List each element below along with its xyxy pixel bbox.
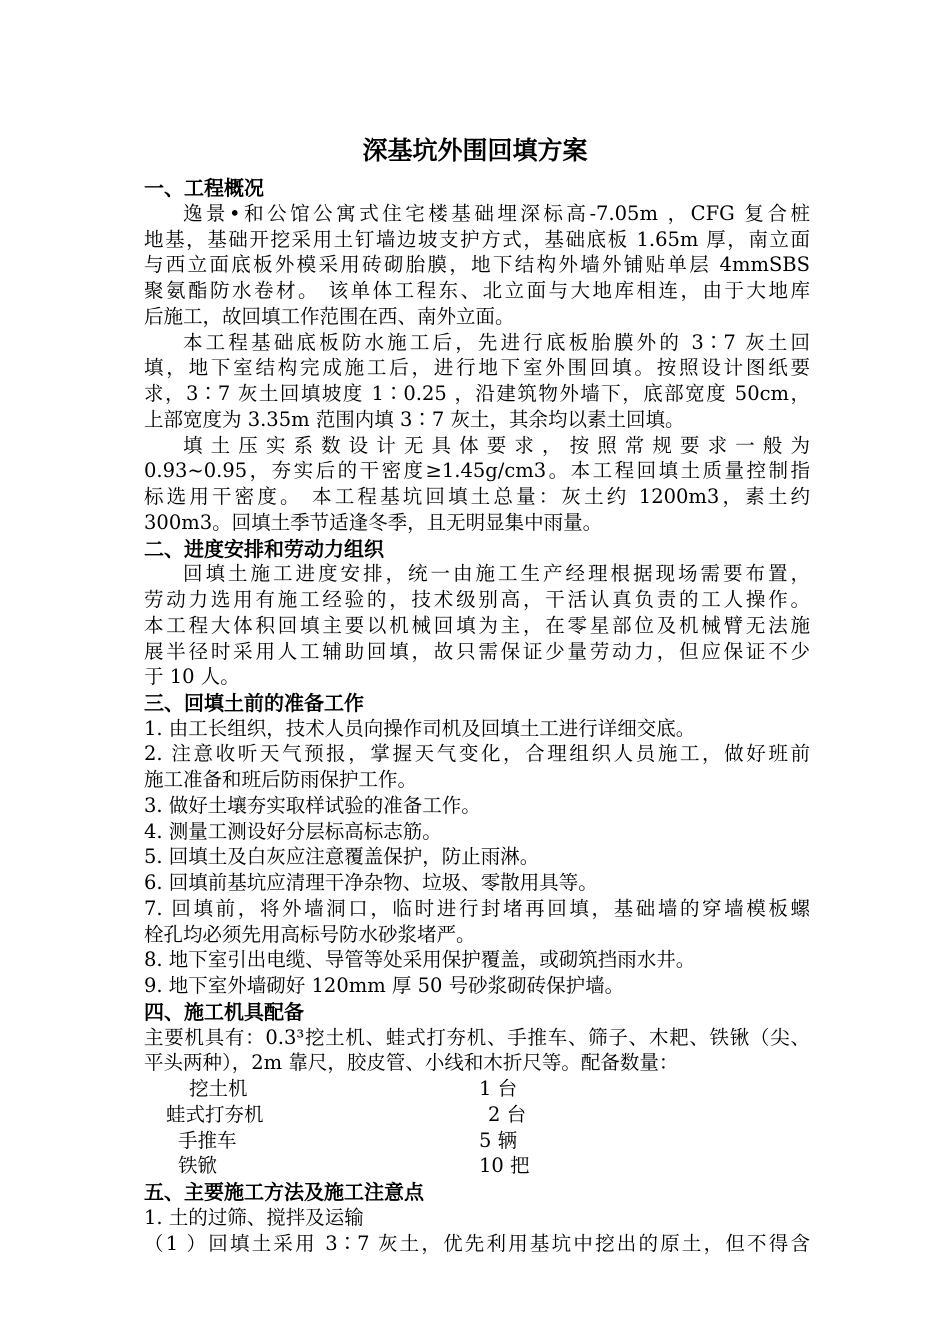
list-item: 栓孔均必须先用高标号防水砂浆堵严。 <box>144 923 476 946</box>
section-heading-3: 三、回填土前的准备工作 <box>144 691 364 715</box>
paragraph-line: 回填土施工进度安排，统一由施工生产经理根据现场需要布置， <box>183 562 810 585</box>
list-item: 施工准备和班后防雨保护工作。 <box>144 768 418 791</box>
paragraph-line: 主要机具有：0.3³挖土机、蛙式打夯机、手推车、筛子、木耙、铁锹（尖、 <box>144 1026 810 1049</box>
paragraph-line: 于 10 人。 <box>144 665 240 688</box>
list-item: 1. 土的过筛、搅拌及运输 <box>144 1206 364 1229</box>
equipment-qty: 1 台 <box>479 1077 518 1100</box>
section-heading-2: 二、进度安排和劳动力组织 <box>144 537 384 561</box>
equipment-name: 蛙式打夯机 <box>166 1103 264 1126</box>
list-item: 6. 回填前基坑应清理干净杂物、垃圾、零散用具等。 <box>144 871 598 894</box>
section-heading-4: 四、施工机具配备 <box>144 1000 304 1024</box>
list-item: 8. 地下室引出电缆、导管等处采用保护覆盖，或砌筑挡雨水井。 <box>144 948 696 971</box>
list-item: 2. 注意收听天气预报，掌握天气变化，合理组织人员施工，做好班前 <box>144 742 810 765</box>
list-item: 3. 做好土壤夯实取样试验的准备工作。 <box>144 794 481 817</box>
list-item: 4. 测量工测设好分层标高标志筋。 <box>144 820 442 843</box>
list-item: 5. 回填土及白灰应注意覆盖保护，防止雨淋。 <box>144 845 540 868</box>
equipment-qty: 10 把 <box>479 1154 530 1177</box>
paragraph-line: 标选用干密度。 本工程基坑回填土总量：灰土约 1200m3，素土约 <box>144 485 810 508</box>
paragraph-line: 与西立面底板外模采用砖砌胎膜，地下结构外墙外铺贴单层 4mmSBS <box>144 253 810 276</box>
section-heading-1: 一、工程概况 <box>144 176 264 200</box>
paragraph-line: 后施工，故回填工作范围在西、南外立面。 <box>144 305 515 328</box>
equipment-name: 手推车 <box>178 1129 237 1152</box>
paragraph-line: 填土压实系数设计无具体要求，按照常规要求一般为 <box>183 434 810 457</box>
paragraph-line: 0.93~0.95，夯实后的干密度≥1.45g/cm3。本工程回填土质量控制指 <box>144 459 810 482</box>
document-title: 深基坑外围回填方案 <box>362 136 588 165</box>
paragraph-line: 地基，基础开挖采用土钉墙边坡支护方式，基础底板 1.65m 厚，南立面 <box>144 228 810 251</box>
list-item: 7. 回填前，将外墙洞口，临时进行封堵再回填，基础墙的穿墙模板螺 <box>144 897 810 920</box>
paragraph-line: 劳动力选用有施工经验的，技术级别高，干活认真负责的工人操作。 <box>144 588 810 611</box>
equipment-qty: 2 台 <box>488 1103 527 1126</box>
paragraph-line: 本工程大体积回填主要以机械回填为主，在零星部位及机械臂无法施 <box>144 614 810 637</box>
list-item: 9. 地下室外墙砌好 120mm 厚 50 号砂浆砌砖保护墙。 <box>144 974 625 997</box>
list-item: 1. 由工长组织，技术人员向操作司机及回填土工进行详细交底。 <box>144 717 696 740</box>
paragraph-line: 300m3。回填土季节适逢冬季，且无明显集中雨量。 <box>144 511 603 534</box>
paragraph-line: 展半径时采用人工辅助回填，故只需保证少量劳动力，但应保证不少 <box>144 640 810 663</box>
equipment-name: 铁锨 <box>178 1154 218 1177</box>
paragraph-line: 上部宽度为 3.35m 范围内填 3∶7 灰土，其余均以素土回填。 <box>144 408 685 431</box>
section-heading-5: 五、主要施工方法及施工注意点 <box>144 1180 424 1204</box>
paragraph-line: 聚氨酯防水卷材。 该单体工程东、北立面与大地库相连，由于大地库 <box>144 279 810 302</box>
paragraph-line: 填，地下室结构完成施工后，进行地下室外围回填。按照设计图纸要 <box>144 356 810 379</box>
list-item: （1 ）回填土采用 3∶7 灰土，优先利用基坑中挖出的原土，但不得含 <box>144 1232 810 1255</box>
paragraph-line: 求，3∶7 灰土回填坡度 1∶0.25 ，沿建筑物外墙下，底部宽度 50cm， <box>144 382 810 405</box>
paragraph-line: 平头两种），2m 靠尺，胶皮管、小线和木折尺等。配备数量： <box>144 1051 679 1074</box>
paragraph-line: 逸景•和公馆公寓式住宅楼基础埋深标高-7.05m ，CFG 复合桩 <box>183 202 810 225</box>
equipment-qty: 5 辆 <box>479 1129 518 1152</box>
paragraph-line: 本工程基础底板防水施工后，先进行底板胎膜外的 3∶7 灰土回 <box>183 331 810 354</box>
equipment-name: 挖土机 <box>189 1077 248 1100</box>
